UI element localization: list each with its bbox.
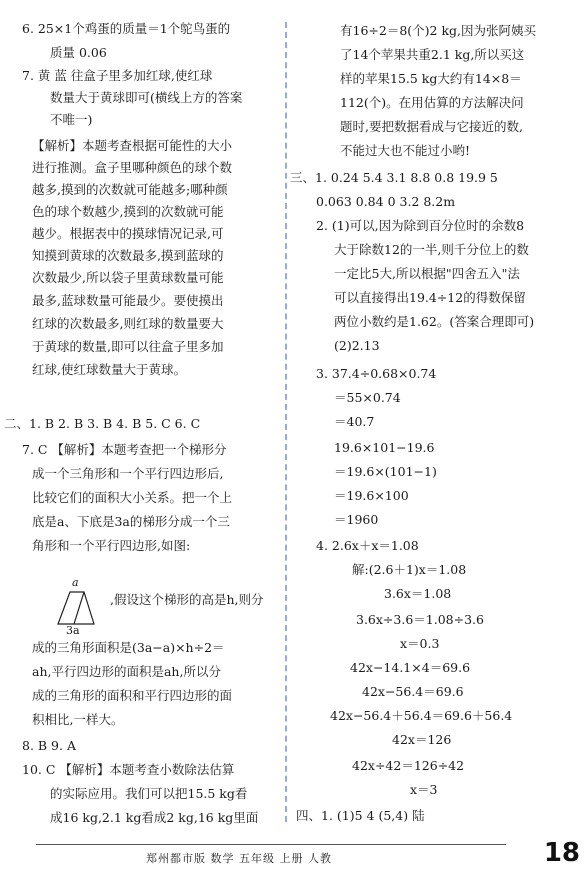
right-text-line: 3.6x＝1.08 [384, 586, 452, 601]
right-text-line: 42x−14.1×4＝69.6 [350, 660, 471, 675]
left-text-line: 红球,使红球数量大于黄球。 [32, 362, 186, 377]
trapezoid-figure [52, 578, 112, 636]
left-text-line: 8. B 9. A [22, 738, 76, 753]
right-text-line: ＝55×0.74 [334, 390, 401, 405]
right-text-line: 42x−56.4＋56.4＝69.6＋56.4 [330, 708, 513, 723]
right-text-line: 3. 37.4÷0.68×0.74 [316, 366, 437, 381]
left-text-line: 【解析】本题考查根据可能性的大小 [32, 138, 233, 153]
left-text-line: 成的三角形面积是(3a−a)×h÷2＝ [32, 640, 225, 655]
trapezoid-top-label: a [72, 576, 79, 589]
column-divider [285, 22, 287, 822]
left-text-line: 色的球个数越少,摸到的次数就可能 [32, 204, 224, 219]
right-text-line: ＝19.6×(101−1) [334, 464, 437, 479]
left-text-line: ah,平行四边形的面积是ah,所以分 [32, 664, 221, 679]
trapezoid-bottom-label: 3a [66, 624, 80, 637]
right-text-line: 19.6×101−19.6 [334, 440, 435, 455]
left-text-line: 二、1. B 2. B 3. B 4. B 5. C 6. C [4, 416, 201, 431]
right-text-line: 题时,要把数据看成与它接近的数, [340, 119, 523, 134]
right-text-line: 一定比5大,所以根据"四舍五入"法 [334, 266, 520, 281]
page-number: 18 [543, 838, 580, 868]
left-text-line: 越少。根据表中的摸球情况记录,可 [32, 226, 224, 241]
right-text-line: 0.063 0.84 0 3.2 8.2m [316, 194, 456, 209]
left-text-line: ,假设这个梯形的高是h,则分 [110, 592, 264, 607]
right-text-line: 大于除数12的一半,则千分位上的数 [334, 242, 529, 257]
right-text-line: 了14个苹果共重2.1 kg,所以买这 [340, 47, 525, 62]
right-text-line: 样的苹果15.5 kg大约有14×8＝ [340, 71, 522, 86]
right-text-line: 四、1. (1)5 4 (5,4) 陆 [296, 808, 425, 823]
left-text-line: 底是a、下底是3a的梯形分成一个三 [32, 514, 230, 529]
right-text-line: 有16÷2＝8(个)2 kg,因为张阿姨买 [340, 23, 537, 38]
left-text-line: 质量 0.06 [50, 45, 107, 60]
right-text-line: 2. (1)可以,因为除到百分位时的余数8 [316, 218, 525, 233]
left-text-line: 比较它们的面积大小关系。把一个上 [32, 490, 233, 505]
left-text-line: 最多,蓝球数量可能最少。要使摸出 [32, 293, 224, 308]
left-text-line: 角形和一个平行四边形,如图: [32, 538, 191, 553]
left-text-line: 知摸到黄球的次数最多,摸到蓝球的 [32, 248, 224, 263]
left-text-line: 7. 黄 蓝 往盒子里多加红球,使红球 [22, 68, 213, 83]
right-text-line: 42x−56.4＝69.6 [362, 684, 464, 699]
right-text-line: ＝1960 [334, 512, 379, 527]
footer-text: 郑州都市版 数学 五年级 上册 人教 [146, 852, 332, 865]
right-text-line: 42x÷42＝126÷42 [352, 758, 465, 773]
left-text-line: 的实际应用。我们可以把15.5 kg看 [50, 786, 248, 801]
right-text-line: x＝0.3 [400, 636, 440, 651]
right-text-line: ＝40.7 [334, 414, 375, 429]
left-text-line: 数量大于黄球即可(横线上方的答案 [50, 90, 243, 105]
left-text-line: 于黄球的数量,即可以往盒子里多加 [32, 339, 224, 354]
left-text-line: 红球的次数最多,则红球的数量要大 [32, 316, 224, 331]
right-text-line: (2)2.13 [334, 338, 380, 353]
left-text-line: 进行推测。盒子里哪种颜色的球个数 [32, 160, 233, 175]
left-text-line: 不唯一) [50, 112, 93, 127]
left-text-line: 6. 25×1个鸡蛋的质量＝1个鸵鸟蛋的 [22, 21, 231, 36]
right-text-line: 两位小数约是1.62。(答案合理即可) [334, 314, 535, 329]
left-text-line: 成16 kg,2.1 kg看成2 kg,16 kg里面 [50, 810, 259, 825]
right-text-line: 42x＝126 [392, 732, 452, 747]
left-text-line: 积相比,一样大。 [32, 712, 124, 727]
left-text-line: 成的三角形的面积和平行四边形的面 [32, 688, 233, 703]
right-text-line: ＝19.6×100 [334, 488, 409, 503]
right-text-line: x＝3 [410, 782, 438, 797]
right-text-line: 三、1. 0.24 5.4 3.1 8.8 0.8 19.9 5 [290, 170, 498, 185]
right-text-line: 不能过大也不能过小哟! [340, 143, 471, 158]
right-text-line: 4. 2.6x＋x＝1.08 [316, 538, 419, 553]
footer [0, 836, 586, 874]
right-text-line: 解:(2.6＋1)x＝1.08 [352, 562, 467, 577]
right-text-line: 112(个)。在用估算的方法解决问 [340, 95, 524, 110]
left-text-line: 次数最少,所以袋子里黄球数量可能 [32, 270, 224, 285]
left-text-line: 10. C 【解析】本题考查小数除法估算 [22, 762, 235, 777]
right-text-line: 3.6x÷3.6＝1.08÷3.6 [356, 612, 484, 627]
left-text-line: 7. C 【解析】本题考查把一个梯形分 [22, 442, 227, 457]
left-text-line: 越多,摸到的次数就可能越多;哪种颜 [32, 182, 228, 197]
left-text-line: 成一个三角形和一个平行四边形后, [32, 466, 224, 481]
right-text-line: 可以直接得出19.4÷12的得数保留 [334, 290, 526, 305]
